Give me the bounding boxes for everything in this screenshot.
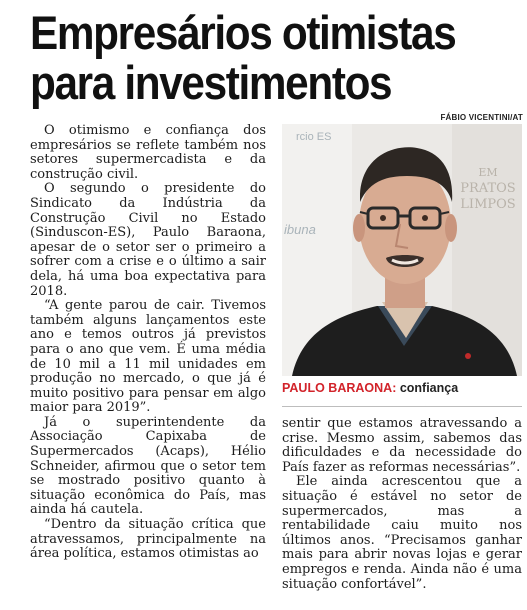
paragraph: Ele ainda acrescentou que a situação é estável no setor de supermercados, mas a rentabilidade caiu muito nos últimos anos. “Precisamos ganhar mais para abrir novas lojas e gerar empregos e renda. Ainda não é uma situação confortável”. — [282, 474, 522, 592]
photo-credit: FÁBIO VICENTINI/AT — [440, 113, 523, 122]
backdrop-banner-line: EM — [478, 166, 498, 179]
article-column-left — [30, 124, 266, 562]
caption-divider — [282, 406, 522, 407]
headline-line-1: Empresários otimistas — [30, 6, 456, 59]
caption-name: PAULO BARAONA — [282, 381, 393, 395]
backdrop-logo-text-bottom: ibuna — [284, 222, 316, 237]
caption-separator: : — [392, 381, 400, 395]
photo-caption — [282, 381, 522, 395]
headline — [30, 8, 473, 108]
paragraph: “A gente parou de cair. Tivemos também alguns lançamentos este ano e temos outros já previstos para o ano que vem. É uma média de 10 mil a 11 mil unidades em produção no mercado, o que já é muito positivo para pensar em algo maior para 2019”. — [30, 298, 266, 416]
article-column-right — [282, 417, 522, 592]
backdrop-logo-text-top: rcio ES — [296, 131, 332, 143]
paragraph: O segundo o presidente do Sindicato da Indústria da Construção Civil no Estado (Sinduscon-ES), Paulo Baraona, apesar de o setor ser o primeiro a sofrer com a crise e o último a sair dela, há uma boa expectativa para 2018. — [30, 181, 266, 299]
paragraph: sentir que estamos atravessando a crise. Mesmo assim, sabemos das dificuldades e da necessidade do País fazer as reformas necessárias”. — [282, 416, 522, 475]
backdrop-banner-line: PRATOS — [460, 181, 516, 196]
headline-line-2: para investimentos — [30, 56, 392, 109]
caption-text: confiança — [399, 381, 459, 395]
backdrop-banner-line: LIMPOS — [460, 197, 516, 212]
paragraph: “Dentro da situação crítica que atravessamos, principalmente na área política, estamos otimistas ao — [30, 517, 266, 562]
paragraph: Já o superintendente da Associação Capixaba de Supermercados (Acaps), Hélio Schneider, afirmou que o setor tem se mostrado positivo quanto à situação econômica do País, mas ainda há cautela. — [30, 414, 266, 518]
paragraph: O otimismo e confiança dos empresários se reflete também nos setores supermercadista e da construção civil. — [30, 123, 266, 182]
portrait-photo — [282, 124, 522, 376]
portrait-illustration — [282, 124, 522, 376]
